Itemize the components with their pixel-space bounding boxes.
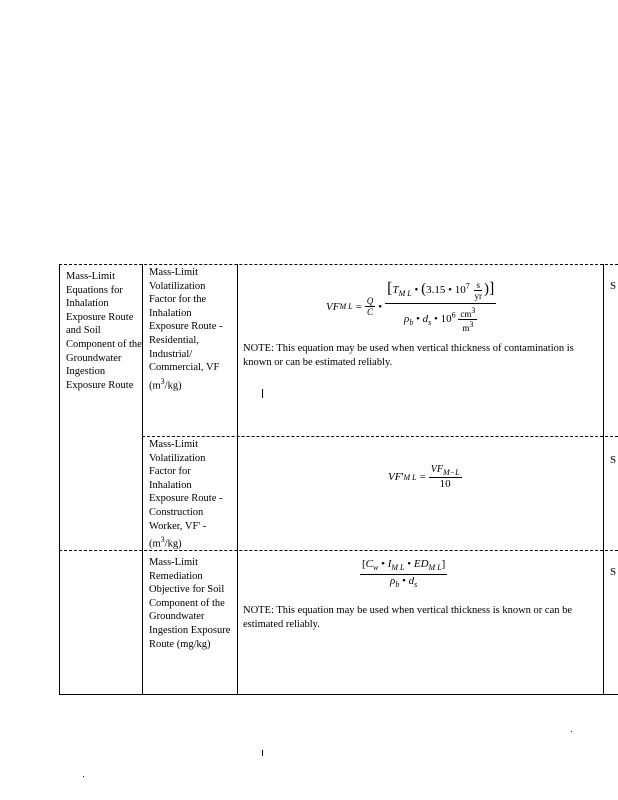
equation-vf-construction: VF ' M L = $\frac{VF_{M-L}}{10}$ — [388, 464, 460, 490]
equation-vf-residential: VF M L = $\frac{Q}{C}$ • [$T_{M L}$ • (3.15 • $10^7$ $\frac{s}{yr}$ )] $\rho_b$ • $d_s$ • $10^6$ $\frac{cm^3}{m^3}$ — [326, 280, 495, 333]
table-col-divider-1 — [142, 264, 143, 694]
table-bottom-border — [59, 694, 618, 695]
fraction-q-over-c: $\frac{Q}{C}$ — [366, 296, 374, 317]
scan-speck — [83, 776, 84, 777]
scan-mark — [262, 750, 263, 756]
right-column-cut-3: S — [610, 566, 617, 578]
parameter-unit-suffix: /kg) — [164, 538, 182, 550]
table-top-border — [59, 264, 618, 265]
parameter-cell-construction — [149, 438, 233, 551]
fraction-vf-over-10: $\frac{VF_{M-L}}{10}$ — [430, 464, 460, 490]
right-column-cut-2: S — [610, 454, 617, 466]
right-column-cut-1: S — [610, 280, 617, 292]
note-residential: NOTE: This equation may be used when vertical thickness of contamination is known or can be estimated reliably. — [243, 343, 574, 368]
table-col-divider-3 — [603, 264, 604, 694]
row-divider-2 — [59, 550, 618, 551]
parameter-unit-exp: 3 — [160, 535, 165, 545]
scan-speck — [571, 731, 572, 732]
cursor-mark — [262, 389, 263, 398]
parameter-cell-residential — [149, 266, 233, 393]
parameter-unit-suffix: /kg) — [164, 380, 182, 392]
equation-remediation-objective: $\frac{[C_w • I_{M L} • ED_{M L}]}{\rho_b • d_s}$ — [362, 558, 446, 590]
parameter-label: Mass-Limit Volatilization Factor for Inhalation Exposure Route - Construction Worker, VF' - — [149, 439, 223, 532]
category-cell: Mass-Limit Equations for Inhalation Exposure Route and Soil Component of the Groundwater Ingestion Exposure Route — [66, 271, 142, 391]
row-divider-1 — [142, 436, 618, 437]
note-remediation: NOTE: This equation may be used when vertical thickness is known or can be estimated reliably. — [243, 605, 573, 630]
parameter-cell-remediation: Mass-Limit Remediation Objective for Soil Component of the Groundwater Ingestion Exposure Route (mg/kg) — [149, 557, 231, 650]
table-left-border — [59, 264, 60, 694]
parameter-unit-prefix: (m — [149, 538, 161, 550]
parameter-label: Mass-Limit Volatilization Factor for the Inhalation Exposure Route - Residential, Industrial/ Commercial, VF — [149, 267, 223, 374]
parameter-unit-exp: 3 — [160, 376, 165, 386]
fraction-main: [$T_{M L}$ • (3.15 • $10^7$ $\frac{s}{yr}$ )] $\rho_b$ • $d_s$ • $10^6$ $\frac{cm^3}{m^3}$ — [387, 280, 495, 333]
table-col-divider-2 — [237, 264, 238, 694]
parameter-unit-prefix: (m — [149, 380, 161, 392]
